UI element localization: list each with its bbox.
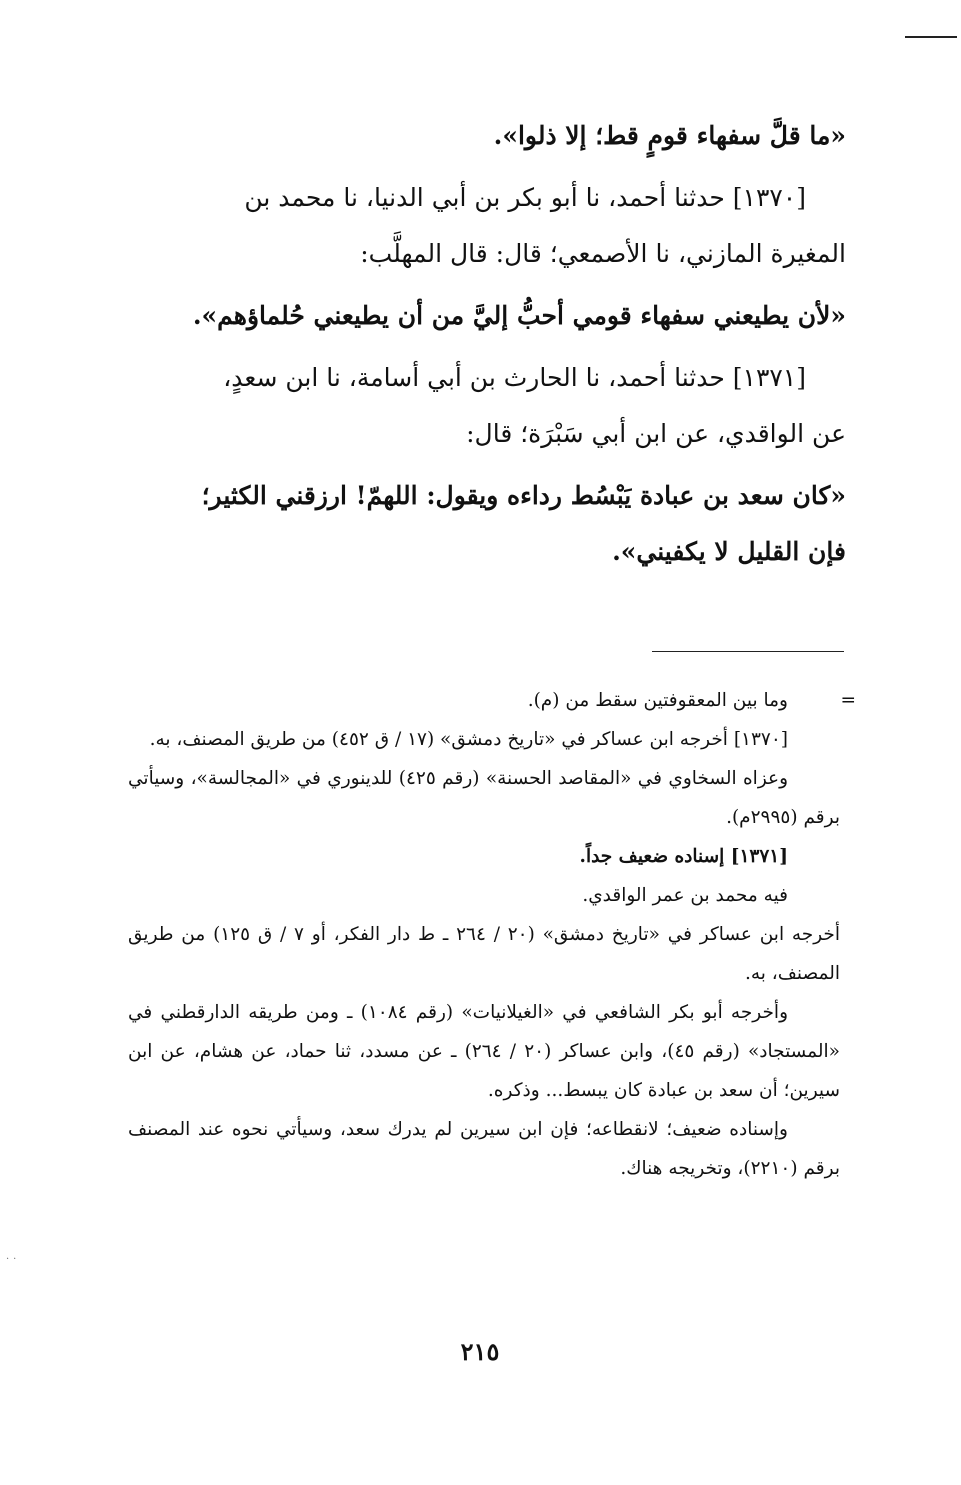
main-text: [130, 108, 846, 580]
page-number: ٢١٥: [460, 1337, 500, 1366]
quote-3-line-1: «كان سعد بن عبادة يَبْسُط رداءه ويقول: اللهمّ! ارزقني الكثير؛: [201, 481, 846, 510]
narration-1371-line-1: [١٣٧١] حدثنا أحمد، نا الحارث بن أبي أسامة، نا ابن سعدٍ،: [223, 363, 806, 392]
footnote-1371-a: فيه محمد بن عمر الواقدي.: [582, 885, 788, 906]
narration-1371: [130, 350, 846, 462]
header-rule: [905, 36, 957, 38]
quote-2: «لأن يطيعني سفهاء قومي أحبُّ إليَّ من أن يطيعني حُلماؤهم».: [192, 301, 846, 330]
quote-3-line-2: فإن القليل لا يكفيني».: [612, 537, 846, 566]
footnotes: [128, 681, 856, 1188]
narration-1370-line-2: المغيرة المازني، نا الأصمعي؛ قال: قال المهلَّب:: [360, 239, 846, 268]
continuation-marker: =: [840, 690, 856, 711]
footnote-1371-d: وإسناده ضعيف؛ لانقطاعه؛ فإن ابن سيرين لم يدرك سعد، وسيأتي نحوه عند المصنف برقم (٢٢١٠)، وتخريجه هناك.: [128, 1119, 840, 1179]
narration-1371-line-2: عن الواقدي، عن ابن أبي سَبْرَة؛ قال:: [466, 419, 846, 448]
footnote-1370-b: وعزاه السخاوي في «المقاصد الحسنة» (رقم ٤٢٥) للدينوري في «المجالسة»، وسيأتي برقم (٢٩٩٥م).: [128, 768, 840, 828]
footnote-continuation-text: وما بين المعقوفتين سقط من (م).: [527, 690, 788, 711]
narration-1370: [130, 170, 846, 282]
footnote-separator: [652, 651, 844, 652]
footnote-1371-b: أخرجه ابن عساكر في «تاريخ دمشق» (٢٠ / ٢٦٤ ـ ط دار الفكر، أو ٧ / ق ١٢٥) من طريق المصنف، به.: [128, 924, 841, 984]
footnote-1371-c: وأخرجه أبو بكر الشافعي في «الغيلانيات» (رقم ١٠٨٤) ـ ومن طريقه الدارقطني في «المستجاد» (رقم ٤٥)، وابن عساكر (٢٠ / ٢٦٤) ـ عن مسدد، ثنا حماد، عن هشام، عن ابن سيرين؛ أن سعد بن عبادة كان يبسط... وذكره.: [128, 1002, 840, 1101]
footnote-1371-head: [١٣٧١] إسناده ضعيف جداً.: [579, 846, 788, 867]
footnote-1370-a: [١٣٧٠] أخرجه ابن عساكر في «تاريخ دمشق» (١٧ / ق ٤٥٢) من طريق المصنف، به.: [149, 729, 788, 750]
margin-mark: ··: [6, 1254, 21, 1265]
quote-3: [130, 468, 846, 580]
footnote-continuation: [128, 681, 856, 720]
narration-1370-line-1: [١٣٧٠] حدثنا أحمد، نا أبو بكر بن أبي الدنيا، نا محمد بن: [244, 183, 806, 212]
quote-1: «ما قلَّ سفهاء قومٍ قط؛ إلا ذلوا».: [493, 121, 846, 150]
